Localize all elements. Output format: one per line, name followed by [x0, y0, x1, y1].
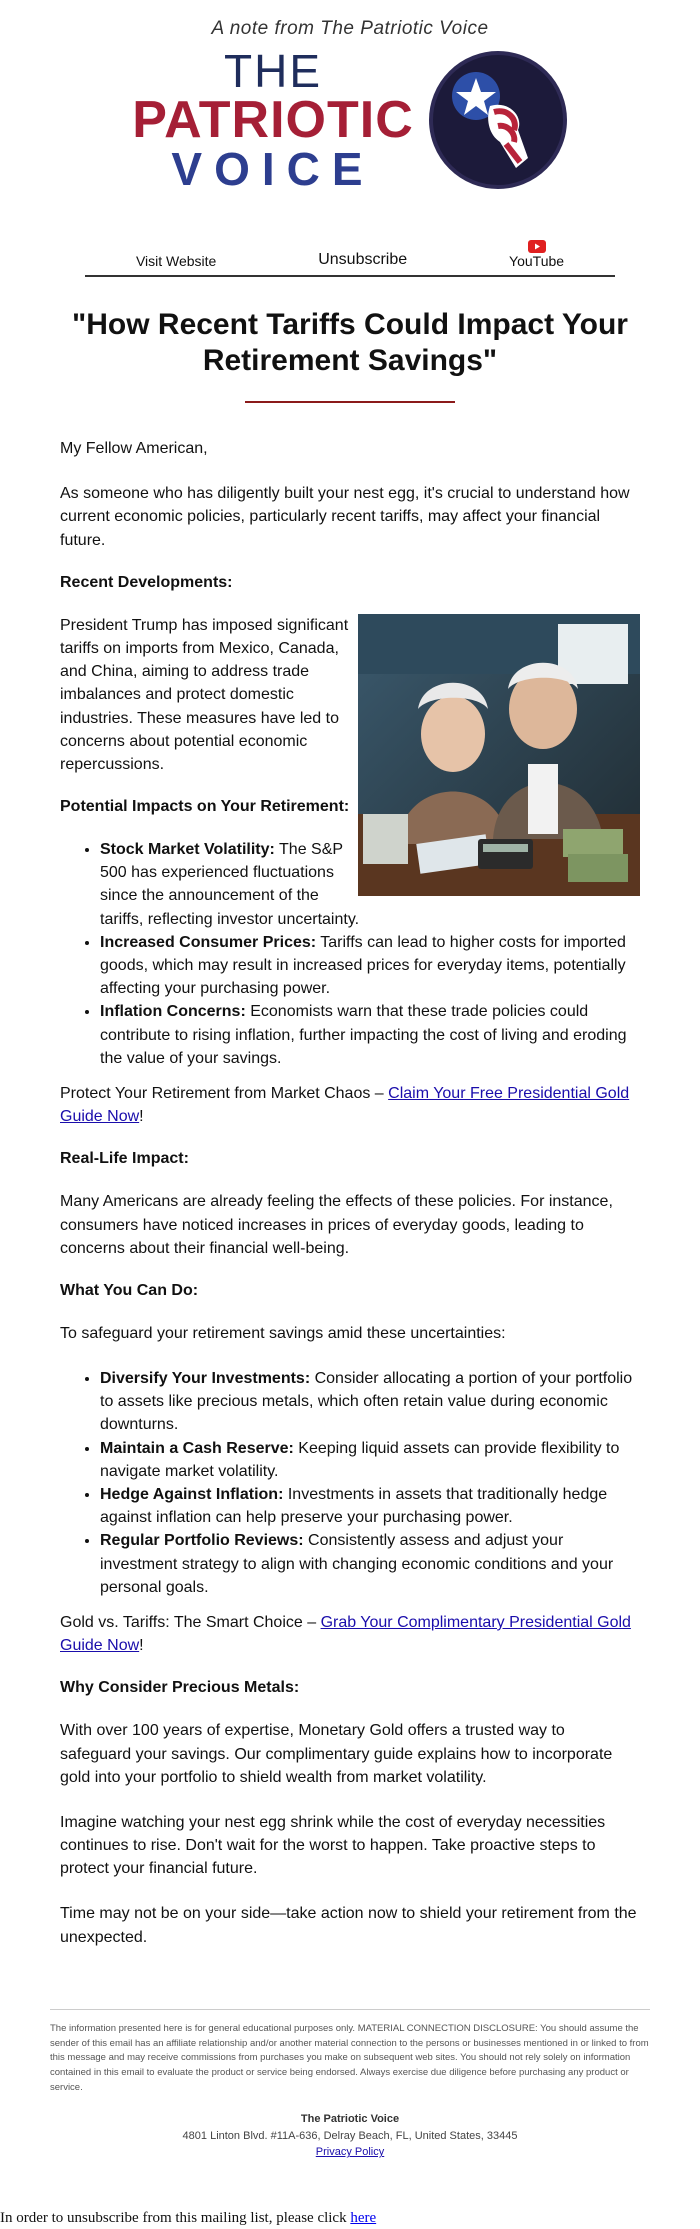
intro-paragraph: As someone who has diligently built your nest egg, it's crucial to understand how current economic policies, particularly recent tariffs, may affect your financial future. — [60, 485, 630, 549]
claim-gold-guide-link[interactable]: Claim Your Free Presidential Gold Guide Now — [60, 1084, 630, 1126]
grab-gold-guide-link[interactable]: Grab Your Complimentary Presidential Gold Guide Now — [60, 1613, 631, 1655]
list-item: • Regular Portfolio Reviews: Consistently assess and adjust your investment strategy to align with changing economic conditions and your personal goals. — [100, 1529, 640, 1599]
heading-what-you-can-do: What You Can Do: — [60, 1281, 199, 1299]
disclaimer-text: The information presented here is for general educational purposes only. MATERIAL CONNECTION DISCLOSURE: You should assume the sender of this email has an affiliate relationship and/or another material connection to the persons or businesses mentioned in or linked to from this message and may receive commissions from purchases you make on subsequent web sites. You should not rely solely on information contained in this email to evaluate the product or service being endorsed. Always exercise due diligence before purchasing any product or service. — [50, 2022, 649, 2093]
footer — [50, 2009, 650, 2161]
unsubscribe-here-link[interactable]: here — [350, 2210, 377, 2226]
heading-potential-impacts: Potential Impacts on Your Retirement: — [60, 798, 350, 816]
what-you-can-do-intro: To safeguard your retirement savings amid these uncertainties: — [60, 1324, 506, 1342]
logo-emblem-icon — [428, 50, 568, 190]
title-divider — [245, 401, 455, 403]
actions-list — [60, 1367, 640, 1599]
list-item: • Maintain a Cash Reserve: Keeping liquid assets can provide flexibility to navigate market volatility. — [100, 1437, 640, 1483]
logo-voice: VOICE — [171, 143, 375, 195]
youtube-link[interactable] — [509, 240, 564, 269]
youtube-label: YouTube — [509, 253, 565, 269]
greeting: My Fellow American, — [60, 440, 208, 457]
logo-patriotic: PATRIOTIC — [132, 91, 414, 149]
top-nav — [85, 240, 615, 277]
org-address: 4801 Linton Blvd. #11A-636, Delray Beach, FL, United States, 33445 — [182, 2129, 518, 2142]
list-item: • Increased Consumer Prices: Tariffs can lead to higher costs for imported goods, which may result in increased prices for everyday items, potentially affecting your purchasing power. — [100, 931, 640, 1001]
list-item: • Hedge Against Inflation: Investments in assets that traditionally hedge against inflation can help preserve your purchasing power. — [100, 1483, 640, 1529]
list-item: • Inflation Concerns: Economists warn that these trade policies could contribute to rising inflation, further impacting the cost of living and eroding the value of your savings. — [100, 1000, 640, 1070]
imagine-paragraph: Imagine watching your nest egg shrink while the cost of everyday necessities continues to rise. Don't wait for the worst to happen. Take proactive steps to protect your financial future. — [60, 1813, 606, 1878]
logo-the: THE — [224, 45, 322, 97]
youtube-icon — [528, 240, 546, 253]
list-item: • Stock Market Volatility: The S&P 500 has experienced fluctuations since the announcement of the tariffs, reflecting investor uncertainty. — [100, 838, 640, 931]
unsubscribe-line: In order to unsubscribe from this mailing list, please click here — [0, 2210, 377, 2226]
cta-paragraph-2: Gold vs. Tariffs: The Smart Choice – Grab Your Complimentary Presidential Gold Guide Now! — [60, 1613, 631, 1655]
why-precious-metals-text: With over 100 years of expertise, Monetary Gold offers a trusted way to safeguard your savings. Our complimentary guide explains how to incorporate gold into your portfolio to shield wealth from market volatility. — [60, 1722, 613, 1786]
recent-developments-text: President Trump has imposed significant tariffs on imports from Mexico, Canada, and China, aiming to address trade imbalances and protect domestic industries. These measures have led to concerns about potential economic repercussions. — [60, 616, 349, 773]
list-item: • Diversify Your Investments: Consider allocating a portion of your portfolio to assets like precious metals, which often retain value during economic downturns. — [100, 1367, 640, 1437]
org-name: The Patriotic Voice — [300, 2113, 400, 2126]
brand-logo[interactable] — [60, 45, 640, 195]
heading-recent-developments: Recent Developments: — [60, 573, 233, 591]
real-life-text: Many Americans are already feeling the effects of these policies. For instance, consumers have noticed increases in prices of everyday goods, leading to concerns about their financial well-being. — [60, 1193, 613, 1257]
email-body — [60, 437, 640, 1949]
header-note: A note from The Patriotic Voice — [211, 18, 489, 39]
heading-real-life-impact: Real-Life Impact: — [60, 1150, 189, 1168]
page-title: "How Recent Tariffs Could Impact Your Retirement Savings" — [72, 308, 628, 377]
visit-website-link[interactable]: Visit Website — [135, 253, 217, 269]
elderly-couple-photo — [358, 614, 640, 896]
heading-why-precious-metals: Why Consider Precious Metals: — [60, 1679, 300, 1697]
footer-address-block — [50, 2111, 650, 2161]
privacy-policy-link[interactable]: Privacy Policy — [315, 2146, 385, 2159]
unsubscribe-link[interactable]: Unsubscribe — [318, 251, 408, 268]
cta-paragraph-1: Protect Your Retirement from Market Chaos – Claim Your Free Presidential Gold Guide Now! — [60, 1084, 630, 1126]
time-paragraph: Time may not be on your side—take action now to shield your retirement from the unexpected. — [60, 1905, 637, 1946]
